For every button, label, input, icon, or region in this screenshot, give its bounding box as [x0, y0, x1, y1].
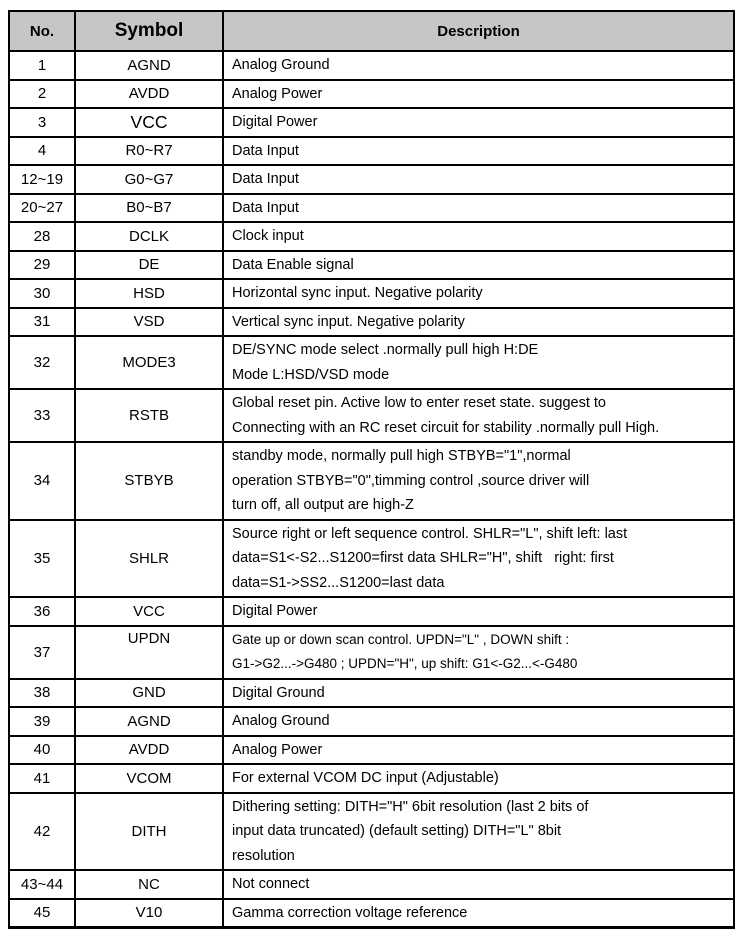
pin-number-cell: 39 [9, 707, 75, 736]
pin-symbol-cell: V10 [75, 899, 223, 928]
description-line: Data Input [232, 199, 299, 216]
description-line: data=S1<-S2...S1200=first data SHLR="H", shift right: first [232, 550, 614, 566]
pin-symbol-cell: MODE3 [75, 336, 223, 389]
description-line: Not connect [232, 876, 310, 892]
header-description: Description [223, 11, 734, 51]
pin-description-cell [223, 137, 734, 166]
description-line: turn off, all output are high-Z [232, 497, 414, 513]
pin-symbol-cell: VCC [75, 108, 223, 137]
pin-symbol-cell: B0~B7 [75, 194, 223, 223]
pin-number-cell: 20~27 [9, 194, 75, 223]
table-row [9, 194, 734, 223]
table-row [9, 442, 734, 520]
description-line: Clock input [232, 228, 304, 244]
pin-table-header [9, 11, 734, 51]
pin-description-cell [223, 279, 734, 308]
pin-symbol-cell: VCC [75, 597, 223, 626]
pin-number-cell: 28 [9, 222, 75, 251]
pin-symbol-cell: RSTB [75, 389, 223, 442]
pin-description-cell [223, 389, 734, 442]
pin-description-cell [223, 870, 734, 899]
pin-number-cell: 34 [9, 442, 75, 520]
description-line: Digital Power [232, 603, 318, 619]
description-line: Digital Ground [232, 684, 325, 701]
pin-description-cell [223, 442, 734, 520]
table-row [9, 251, 734, 280]
pin-number-cell: 33 [9, 389, 75, 442]
pin-description-cell [223, 194, 734, 223]
pin-symbol-cell: UPDN [75, 626, 223, 679]
pin-description-table [8, 10, 735, 929]
table-row [9, 108, 734, 137]
pin-description-cell [223, 736, 734, 765]
table-row [9, 793, 734, 871]
pin-number-cell: 45 [9, 899, 75, 928]
pin-description-cell [223, 707, 734, 736]
table-row [9, 597, 734, 626]
pin-number-cell: 37 [9, 626, 75, 679]
description-line: operation STBYB="0",timming control ,source driver will [232, 472, 590, 489]
description-line: Vertical sync input. Negative polarity [232, 313, 465, 330]
pin-number-cell: 40 [9, 736, 75, 765]
pin-description-cell [223, 222, 734, 251]
pin-description-cell [223, 80, 734, 109]
pin-number-cell: 12~19 [9, 165, 75, 194]
description-line: data=S1->SS2...S1200=last data [232, 574, 445, 591]
description-line: Gamma correction voltage reference [232, 904, 468, 921]
table-row [9, 520, 734, 598]
pin-symbol-cell: G0~G7 [75, 165, 223, 194]
table-row [9, 870, 734, 899]
pin-symbol-cell: AVDD [75, 736, 223, 765]
table-row [9, 626, 734, 679]
description-line: Analog Power [232, 85, 323, 102]
pin-symbol-cell: DCLK [75, 222, 223, 251]
pin-description-cell [223, 336, 734, 389]
table-row [9, 336, 734, 389]
table-row [9, 165, 734, 194]
pin-number-cell: 38 [9, 679, 75, 708]
description-line: For external VCOM DC input (Adjustable) [232, 770, 499, 786]
pin-description-cell [223, 251, 734, 280]
header-symbol: Symbol [75, 11, 223, 51]
description-line: G1->G2...->G480 ; UPDN="H", up shift: G1<-G2...<-G480 [232, 656, 578, 671]
pin-symbol-cell: VSD [75, 308, 223, 337]
pin-symbol-cell: DITH [75, 793, 223, 871]
pin-description-cell [223, 626, 734, 679]
pin-number-cell: 2 [9, 80, 75, 109]
header-no: No. [9, 11, 75, 51]
description-line: Analog Ground [232, 57, 330, 73]
pin-symbol-cell: GND [75, 679, 223, 708]
pin-description-cell [223, 108, 734, 137]
pin-description-cell [223, 899, 734, 928]
table-row [9, 51, 734, 80]
pin-number-cell: 32 [9, 336, 75, 389]
description-line: Gate up or down scan control. UPDN="L" , DOWN shift : [232, 631, 570, 647]
pin-symbol-cell: HSD [75, 279, 223, 308]
table-row [9, 137, 734, 166]
pin-description-cell [223, 597, 734, 626]
pin-symbol-cell: AGND [75, 51, 223, 80]
description-line: Digital Power [232, 114, 318, 130]
pin-description-cell [223, 679, 734, 708]
table-row [9, 279, 734, 308]
table-row [9, 308, 734, 337]
pin-number-cell: 1 [9, 51, 75, 80]
table-row [9, 899, 734, 928]
table-row [9, 389, 734, 442]
pin-number-cell: 31 [9, 308, 75, 337]
pin-table-body [9, 51, 734, 928]
description-line: DE/SYNC mode select .normally pull high H:DE [232, 342, 539, 358]
pin-description-cell [223, 793, 734, 871]
description-line: Data Enable signal [232, 256, 354, 273]
description-line: Global reset pin. Active low to enter reset state. suggest to [232, 395, 606, 411]
table-row [9, 80, 734, 109]
pin-number-cell: 43~44 [9, 870, 75, 899]
description-line: input data truncated) (default setting) DITH="L" 8bit [232, 823, 562, 839]
table-row [9, 764, 734, 793]
pin-symbol-cell: R0~R7 [75, 137, 223, 166]
pin-description-cell [223, 51, 734, 80]
pin-number-cell: 4 [9, 137, 75, 166]
pin-description-cell [223, 520, 734, 598]
description-line: standby mode, normally pull high STBYB="1",normal [232, 448, 571, 464]
table-row [9, 736, 734, 765]
pin-description-cell [223, 165, 734, 194]
pin-number-cell: 42 [9, 793, 75, 871]
pin-number-cell: 41 [9, 764, 75, 793]
table-row [9, 222, 734, 251]
description-line: Mode L:HSD/VSD mode [232, 366, 390, 383]
header-row [9, 11, 734, 51]
pin-number-cell: 35 [9, 520, 75, 598]
pin-symbol-cell: AVDD [75, 80, 223, 109]
description-line: Horizontal sync input. Negative polarity [232, 285, 483, 301]
description-line: Analog Ground [232, 713, 330, 729]
pin-symbol-cell: AGND [75, 707, 223, 736]
description-line: Data Input [232, 171, 299, 187]
description-line: Source right or left sequence control. SHLR="L", shift left: last [232, 525, 628, 542]
table-row [9, 679, 734, 708]
pin-symbol-cell: NC [75, 870, 223, 899]
pin-symbol-cell: VCOM [75, 764, 223, 793]
pin-symbol-cell: STBYB [75, 442, 223, 520]
pin-number-cell: 3 [9, 108, 75, 137]
pin-number-cell: 30 [9, 279, 75, 308]
pin-number-cell: 29 [9, 251, 75, 280]
pin-description-cell [223, 764, 734, 793]
description-line: Analog Power [232, 741, 323, 758]
description-line: resolution [232, 847, 295, 864]
description-line: Data Input [232, 142, 299, 159]
description-line: Connecting with an RC reset circuit for stability .normally pull High. [232, 419, 660, 436]
pin-description-cell [223, 308, 734, 337]
pin-number-cell: 36 [9, 597, 75, 626]
pin-symbol-cell: SHLR [75, 520, 223, 598]
pin-symbol-cell: DE [75, 251, 223, 280]
description-line: Dithering setting: DITH="H" 6bit resolution (last 2 bits of [232, 798, 589, 815]
table-row [9, 707, 734, 736]
